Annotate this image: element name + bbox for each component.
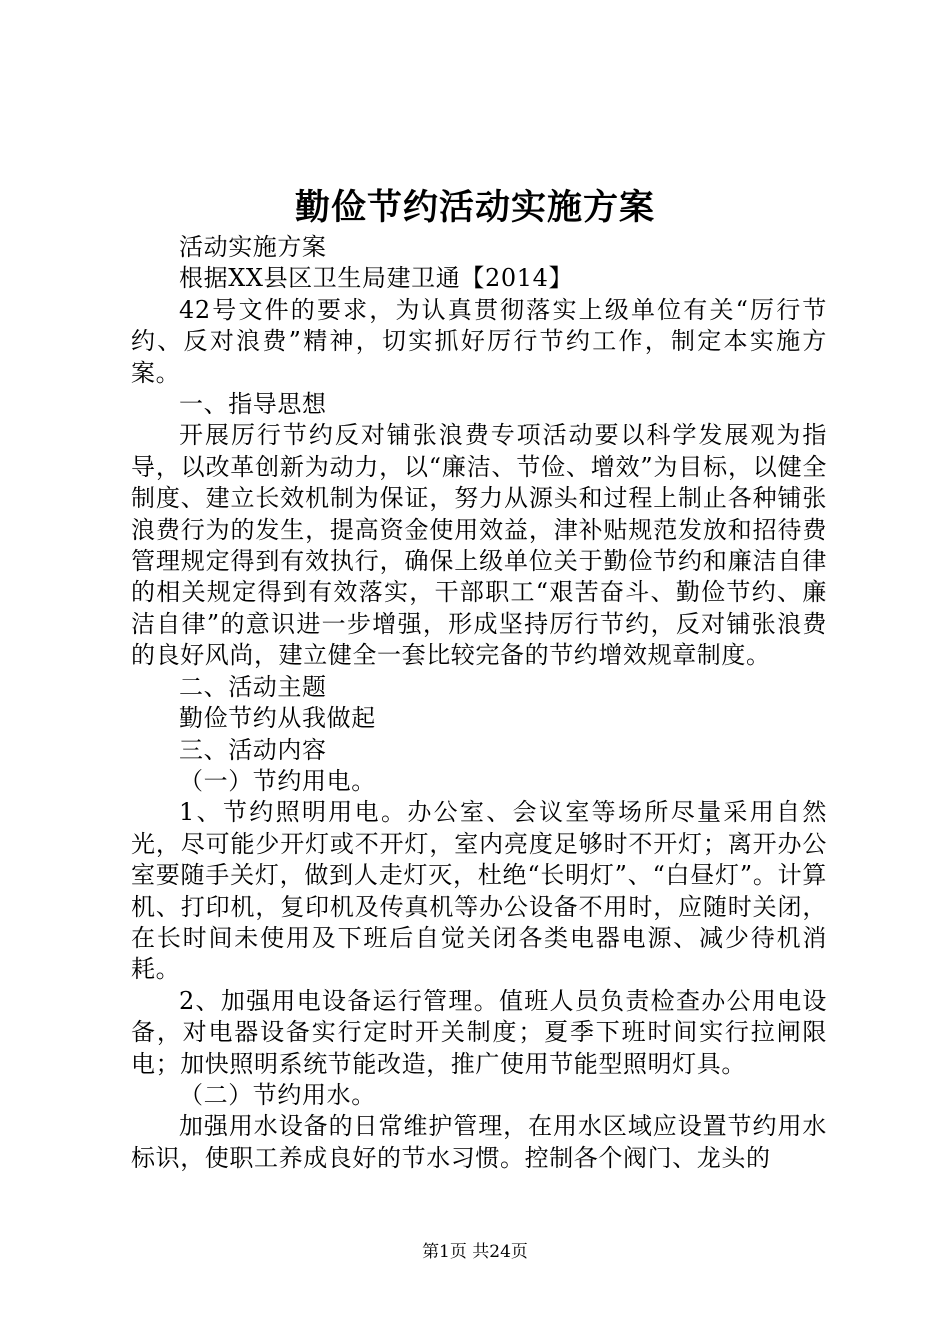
subsection-heading: （二）节约用水。	[179, 1080, 376, 1109]
subsection-heading: （一）节约用电。	[179, 766, 376, 795]
paragraph: 42号文件的要求，为认真贯彻落实上级单位有关“厉行节约、反对浪费”精神，切实抓好厉行节约工作，制定本实施方案。	[131, 295, 827, 387]
section-heading: 一、指导思想	[179, 390, 327, 419]
paragraph: 活动实施方案	[179, 233, 327, 261]
page-footer: 第1页 共24页	[422, 1242, 528, 1262]
section-heading: 二、活动主题	[179, 672, 327, 701]
document-title: 勤俭节约活动实施方案	[294, 187, 655, 228]
paragraph: 加强用水设备的日常维护管理，在用水区域应设置节约用水标识，使职工养成良好的节水习惯。控制各个阀门、龙头的	[131, 1112, 827, 1172]
paragraph: 勤俭节约从我做起	[179, 704, 376, 733]
paragraph: 根据XX县区卫生局建卫通【2014】	[179, 264, 574, 293]
paragraph: 1、节约照明用电。办公室、会议室等场所尽量采用自然光，尽可能少开灯或不开灯，室内亮度足够时不开灯；离开办公室要随手关灯，做到人走灯灭，杜绝“长明灯”、“白昼灯”。计算机、打印机，复印机及传真机等办公设备不用时，应随时关闭，在长时间未使用及下班后自觉关闭各类电器电源、减少待机消耗。	[131, 798, 827, 984]
document-body	[131, 232, 827, 1174]
paragraph: 2、加强用电设备运行管理。值班人员负责检查办公用电设备，对电器设备实行定时开关制度；夏季下班时间实行拉闸限电；加快照明系统节能改造，推广使用节能型照明灯具。	[131, 986, 827, 1078]
paragraph: 开展厉行节约反对铺张浪费专项活动要以科学发展观为指导，以改革创新为动力，以“廉洁、节俭、增效”为目标，以健全制度、建立长效机制为保证，努力从源头和过程上制止各种铺张浪费行为的发生，提高资金使用效益，津补贴规范发放和招待费管理规定得到有效执行，确保上级单位关于勤俭节约和廉洁自律的相关规定得到有效落实，干部职工“艰苦奋斗、勤俭节约、廉洁自律”的意识进一步增强，形成坚持厉行节约，反对铺张浪费的良好风尚，建立健全一套比较完备的节约增效规章制度。	[131, 421, 827, 670]
section-heading: 三、活动内容	[179, 735, 327, 764]
